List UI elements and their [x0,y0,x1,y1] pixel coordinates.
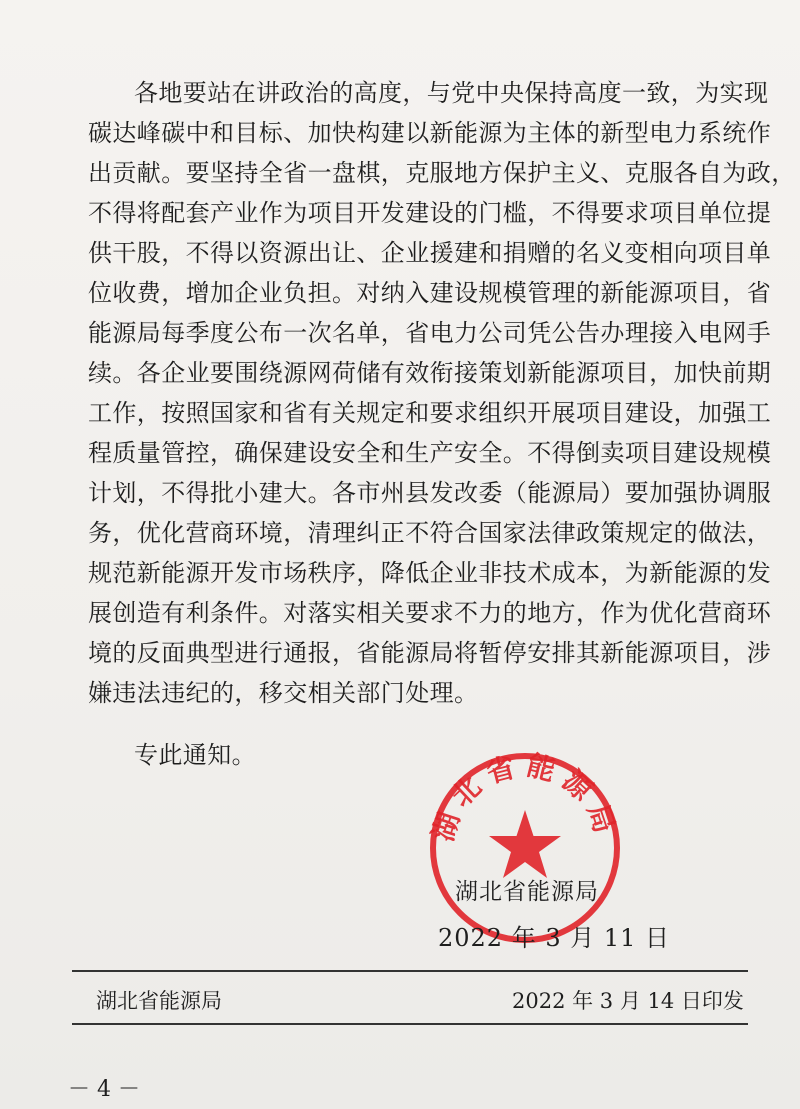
body-line: 工作，按照国家和省有关规定和要求组织开展项目建设，加强工 [88,399,772,427]
body-line: 碳达峰碳中和目标、加快构建以新能源为主体的新型电力系统作 [88,119,772,147]
body-line: 位收费，增加企业负担。对纳入建设规模管理的新能源项目，省 [88,279,772,307]
body-line: 务，优化营商环境，清理纠正不符合国家法律政策规定的做法， [88,519,772,547]
footer-print-date: 2022 年 3 月 14 日印发 [512,989,744,1013]
body-line: 展创造有利条件。对落实相关要求不力的地方，作为优化营商环 [88,599,772,627]
signature-date: 2022 年 3 月 11 日 [438,924,671,952]
body-line: 境的反面典型进行通报，省能源局将暂停安排其新能源项目，涉 [88,639,772,667]
footer-org: 湖北省能源局 [96,989,222,1013]
body-line: 规范新能源开发市场秩序，降低企业非技术成本，为新能源的发 [88,559,772,587]
body-line: 计划，不得批小建大。各市州县发改委（能源局）要加强协调服 [88,479,772,507]
body-line: 嫌违法违纪的，移交相关部门处理。 [88,679,479,707]
body-line: 各地要站在讲政治的高度，与党中央保持高度一致，为实现 [134,79,769,107]
body-line: 不得将配套产业作为项目开发建设的门槛，不得要求项目单位提 [88,199,772,227]
signature-org: 湖北省能源局 [455,879,599,905]
svg-text:湖北省能源局: 湖北省能源局 [426,748,624,846]
footer-top-rule [72,970,748,972]
body-line: 能源局每季度公布一次名单，省电力公司凭公告办理接入电网手 [88,319,772,347]
body-line: 程质量管控，确保建设安全和生产安全。不得倒卖项目建设规模 [88,439,772,467]
closing-text: 专此通知。 [134,741,256,769]
body-line: 出贡献。要坚持全省一盘棋，克服地方保护主义、克服各自为政， [88,159,796,187]
body-line: 续。各企业要围绕源网荷储有效衔接策划新能源项目，加快前期 [88,359,772,387]
body-line: 供干股，不得以资源出让、企业援建和捐赠的名义变相向项目单 [88,239,772,267]
footer-bottom-rule [72,1023,748,1025]
page-number: － 4 － [68,1077,140,1102]
